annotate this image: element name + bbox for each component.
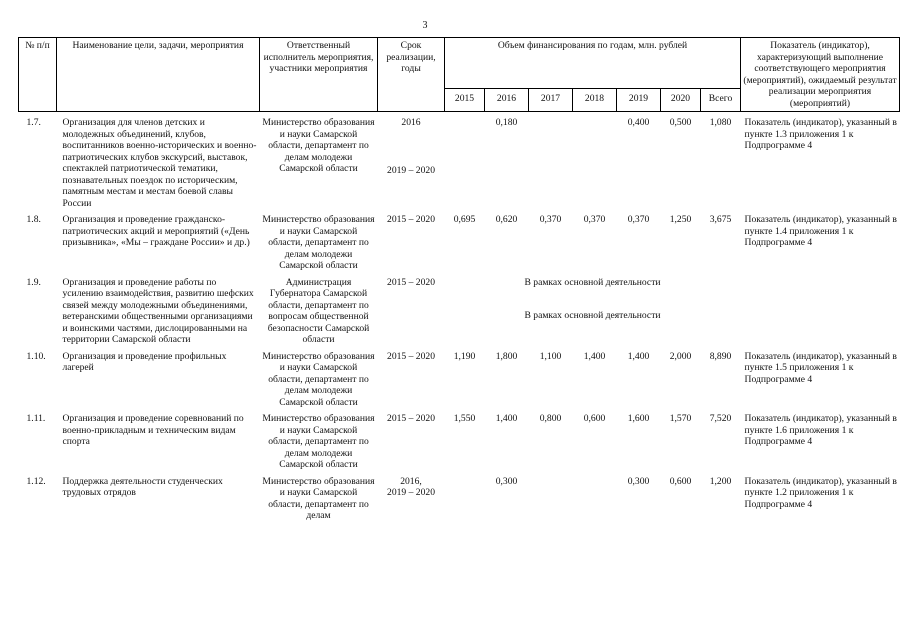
- row-term-b: 2019 – 2020: [387, 164, 435, 176]
- row-term: 2015 – 2020: [387, 214, 435, 225]
- table-row: [19, 272, 900, 346]
- row-value: 0,620: [495, 214, 518, 225]
- header-name: Наименование цели, задачи, мероприятия: [57, 38, 260, 112]
- row-term: [378, 471, 445, 522]
- row-value: 0,400: [627, 117, 650, 128]
- row-total: 1,200: [709, 475, 732, 487]
- row-indicator: Показатель (индикатор), указанный в пункте 1.2 приложения 1 к Подпрограмме 4: [744, 475, 897, 510]
- row-value: 1,100: [539, 350, 562, 362]
- row-total: 7,520: [709, 413, 732, 424]
- row-value: 1,250: [669, 214, 692, 225]
- row-value: 0,600: [583, 413, 606, 424]
- table-row: [19, 408, 900, 471]
- row-executor: Администрация Губернатора Самарской области, департамент по вопросам общественной безопасности Самарской области: [267, 276, 370, 345]
- program-table: [18, 37, 900, 522]
- row-name: Поддержка деятельности студенческих трудовых отрядов: [62, 475, 223, 498]
- row-total: 3,675: [709, 214, 732, 225]
- row-term: 2015 – 2020: [387, 350, 435, 362]
- row-value: 1,570: [669, 413, 692, 424]
- row-value: 0,300: [627, 475, 650, 487]
- row-executor: Министерство образования и науки Самарской области, департамент по делам: [262, 475, 375, 521]
- row-number: 1.10.: [26, 350, 46, 362]
- row-name: Организация для членов детских и молодежных объединений, клубов, воспитанников военно-исторических и военно-патриотических клубов экскурсий, выставок, спектаклей патриотической тематики, познавательных поездок по историческим, памятным местам и местам боевой славы России: [62, 117, 257, 209]
- row-number: 1.9.: [26, 276, 41, 288]
- header-year: 2019: [617, 89, 661, 112]
- row-value: [529, 471, 573, 522]
- row-number: 1.11.: [26, 413, 46, 424]
- row-name: Организация и проведение профильных лагерей: [62, 350, 227, 373]
- row-term-a: 2016,: [400, 475, 422, 487]
- row-value: [573, 471, 617, 522]
- header-num: № п/п: [19, 38, 57, 112]
- row-name: Организация и проведение соревнований по военно-прикладным и техническим видам спорта: [62, 413, 244, 447]
- table-row: [19, 112, 900, 210]
- row-note: В рамках основной деятельности: [524, 310, 661, 321]
- row-value: 1,800: [495, 350, 518, 362]
- row-value: 1,400: [583, 350, 606, 362]
- row-value: 0,500: [669, 117, 692, 128]
- row-note-cell: [445, 272, 741, 346]
- row-value: 0,300: [495, 475, 518, 487]
- row-value: [445, 471, 485, 522]
- header-year: 2016: [485, 89, 529, 112]
- row-value: 1,400: [495, 413, 518, 424]
- row-total: 1,080: [709, 117, 732, 128]
- row-value: 0,180: [495, 117, 518, 128]
- row-executor: Министерство образования и науки Самарской области, департамент по делам молодежи Самарской области: [262, 117, 375, 174]
- row-value: 1,550: [453, 413, 476, 424]
- header-year: 2018: [573, 89, 617, 112]
- row-value: 0,370: [539, 214, 562, 225]
- row-total: 8,890: [709, 350, 732, 362]
- header-total: Всего: [701, 89, 741, 112]
- row-executor: Министерство образования и науки Самарской области, департамент по делам молодежи Самарской области: [262, 214, 375, 271]
- row-executor: Министерство образования и науки Самарской области, департамент по делам молодежи Самарской области: [262, 413, 375, 470]
- row-indicator: Показатель (индикатор), указанный в пункте 1.5 приложения 1 к Подпрограмме 4: [744, 350, 897, 385]
- table-row: [19, 209, 900, 272]
- row-value: 0,695: [453, 214, 476, 225]
- table-row: [19, 471, 900, 522]
- row-indicator: Показатель (индикатор), указанный в пункте 1.3 приложения 1 к Подпрограмме 4: [744, 117, 897, 151]
- header-financing: Объем финансирования по годам, млн. рублей: [445, 38, 741, 89]
- row-name: Организация и проведение гражданско-патриотических акций и мероприятий («День призывника», «Мы – граждане России» и др.): [62, 214, 250, 248]
- row-term: [378, 112, 445, 210]
- header-indicator: Показатель (индикатор), характеризующий выполнение соответствующего мероприятия (мероприятий), ожидаемый результат реализации мероприятия (мероприятий): [741, 38, 900, 112]
- header-term: Срок реализации, годы: [378, 38, 445, 112]
- row-term-b: 2019 – 2020: [387, 487, 435, 498]
- row-value: 0,800: [539, 413, 562, 424]
- header-year: 2015: [445, 89, 485, 112]
- row-value: [573, 112, 617, 210]
- row-number: 1.8.: [26, 214, 41, 225]
- row-value: 2,000: [669, 350, 692, 362]
- row-name: Организация и проведение работы по усилению взаимодействия, развитию шефских связей между молодежными объединениями, ветеранскими общественными организациями и воинскими частями, дислоцированными на территории Самарской области: [62, 276, 254, 345]
- row-value: 1,400: [627, 350, 650, 362]
- row-value: 0,370: [627, 214, 650, 225]
- row-value: 1,600: [627, 413, 650, 424]
- header-year: 2017: [529, 89, 573, 112]
- row-note: В рамках основной деятельности: [524, 276, 661, 288]
- header-executor: Ответственный исполнитель мероприятия, участники мероприятия: [260, 38, 378, 112]
- row-term: 2015 – 2020: [387, 413, 435, 424]
- row-indicator: [741, 272, 900, 346]
- row-value: [445, 112, 485, 210]
- page-number: 3: [422, 20, 428, 31]
- table-row: [19, 346, 900, 409]
- row-number: 1.12.: [26, 475, 46, 487]
- row-number: 1.7.: [26, 117, 41, 128]
- row-term-a: 2016: [401, 117, 421, 128]
- header-year: 2020: [661, 89, 701, 112]
- row-executor: Министерство образования и науки Самарской области, департамент по делам молодежи Самарской области: [262, 350, 375, 408]
- row-value: 0,600: [669, 475, 692, 487]
- row-indicator: Показатель (индикатор), указанный в пункте 1.6 приложения 1 к Подпрограмме 4: [744, 413, 897, 447]
- row-value: 0,370: [583, 214, 606, 225]
- row-term: 2015 – 2020: [387, 276, 435, 288]
- table-header: [19, 38, 900, 112]
- row-indicator: Показатель (индикатор), указанный в пункте 1.4 приложения 1 к Подпрограмме 4: [744, 214, 897, 248]
- row-value: 1,190: [453, 350, 476, 362]
- row-value: [529, 112, 573, 210]
